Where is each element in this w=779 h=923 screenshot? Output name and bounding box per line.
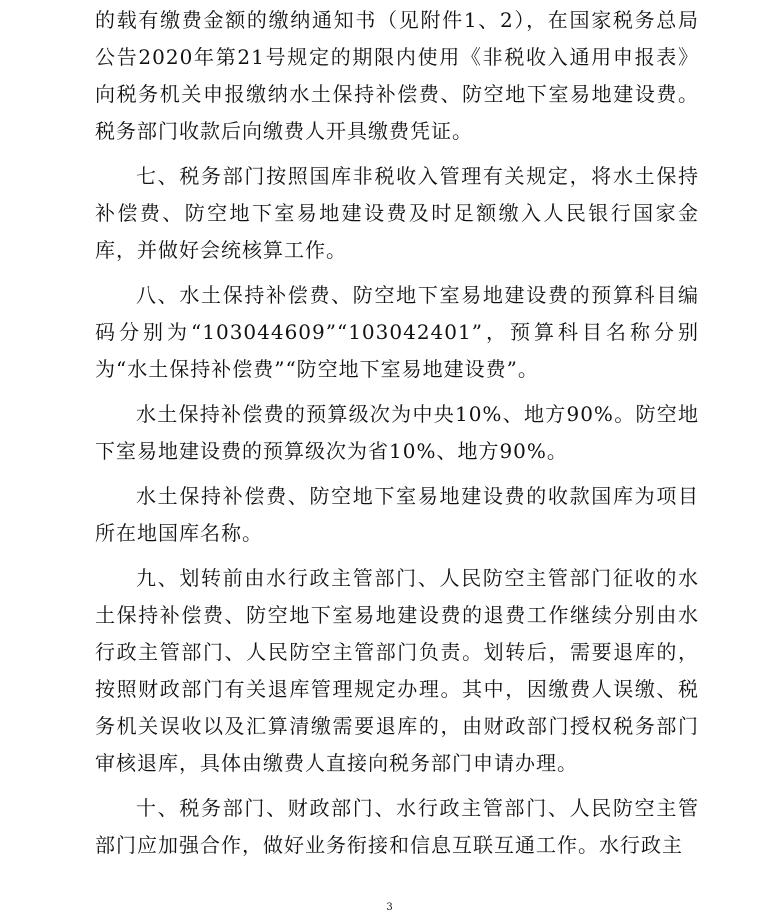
- paragraph-continued: 的载有缴费金额的缴纳通知书（见附件1、2），在国家税务总局公告2020年第21号规定的期限内使用《非税收入通用申报表》向税务机关申报缴纳水土保持补偿费、防空地下室易地建设费。税务部门收款后向缴费人开具缴费凭证。: [95, 8, 699, 143]
- document-body: [95, 2, 699, 872]
- paragraph-section-9: 九、划转前由水行政主管部门、人民防空主管部门征收的水土保持补偿费、防空地下室易地建设费的退费工作继续分别由水行政主管部门、人民防空主管部门负责。划转后，需要退库的，按照财政部门有关退库管理规定办理。其中，因缴费人误缴、税务机关误收以及汇算清缴需要退库的，由财政部门授权税务部门审核退库，具体由缴费人直接向税务部门申请办理。: [95, 566, 699, 775]
- paragraph-section-8: 八、水土保持补偿费、防空地下室易地建设费的预算科目编码分别为“103044609”“103042401”，预算科目名称分别为“水土保持补偿费”“防空地下室易地建设费”。: [95, 283, 699, 381]
- paragraph-treasury: 水土保持补偿费、防空地下室易地建设费的收款国库为项目所在地国库名称。: [95, 484, 699, 545]
- paragraph-section-10: 十、税务部门、财政部门、水行政主管部门、人民防空主管部门应加强合作，做好业务衔接和信息互联互通工作。水行政主: [95, 796, 699, 857]
- paragraph-budget-levels: 水土保持补偿费的预算级次为中央10%、地方90%。防空地下室易地建设费的预算级次为省10%、地方90%。: [95, 402, 699, 463]
- paragraph-section-7: 七、税务部门按照国库非税收入管理有关规定，将水土保持补偿费、防空地下室易地建设费及时足额缴入人民银行国家金库，并做好会统核算工作。: [95, 164, 699, 262]
- page-number: 3: [386, 902, 393, 913]
